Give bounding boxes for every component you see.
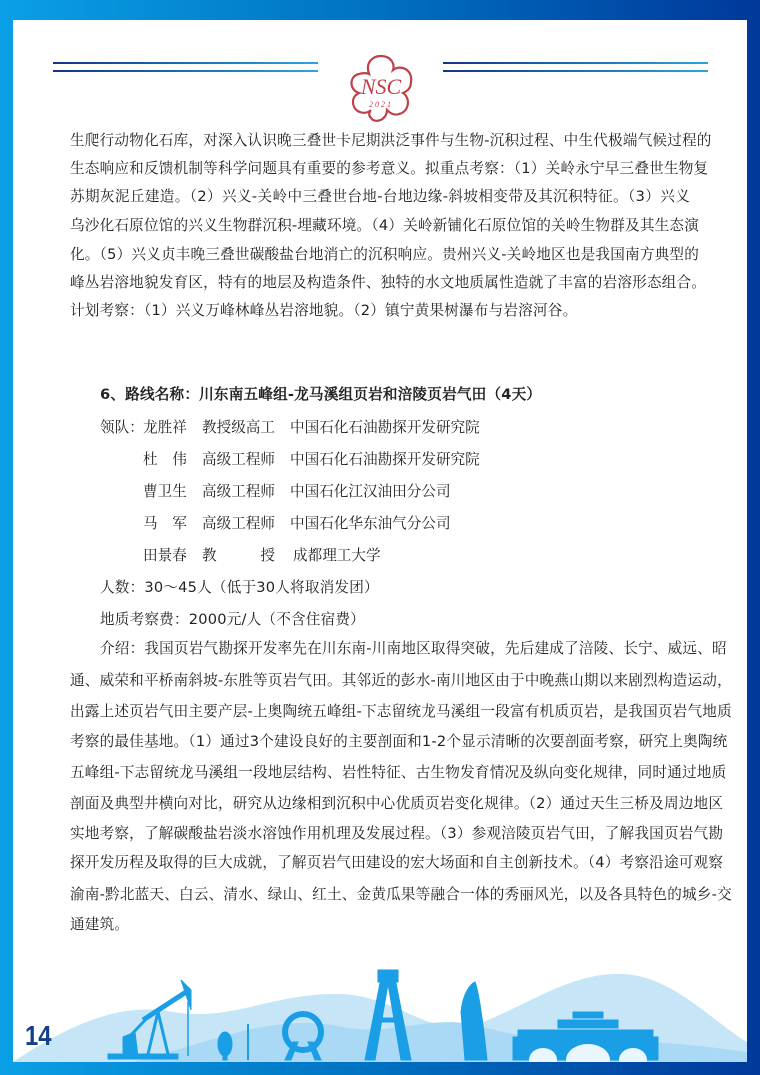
logo-year: 2021 — [369, 100, 393, 109]
text-line: 生态响应和反馈机制等科学问题具有重要的参考意义。拟重点考察：（1）关岭永宁早三叠世生物复 — [70, 160, 709, 177]
logo-text: NSC — [360, 74, 402, 99]
leader-org: 中国石化石油勘探开发研究院 — [290, 419, 480, 436]
text-line: 通、威荣和平桥南斜坡-东胜等页岩气田。其邻近的彭水-南川地区由于中晚燕山期以来剧烈构造运动， — [70, 672, 732, 689]
text-line: 渝南-黔北蓝天、白云、清水、绿山、红土、金黄瓜果等融合一体的秀丽风光，以及各具特色的城乡-交 — [70, 886, 732, 903]
skyline-illustration — [13, 932, 747, 1062]
text-line: 峰丛岩溶地貌发育区，特有的地层及构造条件、独特的水文地质属性造就了丰富的岩溶形态组合。 — [70, 274, 707, 291]
text-line: 生爬行动物化石库，对深入认识晚三叠世卡尼期洪泛事件与生物-沉积过程、中生代极端气候过程的 — [70, 132, 712, 149]
page-number: 14 — [25, 1020, 52, 1051]
leader-name: 马 军 — [143, 515, 187, 532]
leaders-label: 领队： — [100, 419, 144, 436]
nsc-logo — [345, 52, 417, 126]
leader-title: 教 授 — [202, 547, 275, 564]
text-line: 通建筑。 — [70, 916, 130, 933]
leader-org: 中国石化江汉油田分公司 — [290, 483, 451, 500]
leader-title: 高级工程师 — [202, 515, 275, 532]
header-rule-right — [443, 62, 708, 72]
page — [13, 20, 747, 1062]
leader-org: 成都理工大学 — [293, 547, 381, 564]
route-heading: 6、路线名称：川东南五峰组-龙马溪组页岩和涪陵页岩气田（4天） — [100, 386, 542, 403]
text-line: 乌沙化石原位馆的兴义生物群沉积-埋藏环境。（4）关岭新铺化石原位馆的关岭生物群及其生态演 — [70, 217, 699, 234]
text-line: 剖面及典型井横向对比，研究从边缘相到沉积中心优质页岩变化规律。（2）通过天生三桥及周边地区 — [70, 795, 724, 812]
text-line: 化。（5）兴义贞丰晚三叠世碳酸盐台地消亡的沉积响应。贵州兴义-关岭地区也是我国南方典型的 — [70, 246, 699, 263]
leader-name: 杜 伟 — [143, 451, 187, 468]
text-line: 五峰组-下志留统龙马溪组一段地层结构、岩性特征、古生物发育情况及纵向变化规律，同时通过地质 — [70, 764, 727, 781]
text-line: 出露上述页岩气田主要产层-上奥陶统五峰组-下志留统龙马溪组一段富有机质页岩，是我国页岩气地质 — [70, 703, 732, 720]
leader-title: 高级工程师 — [202, 451, 275, 468]
headcount: 人数：30～45人（低于30人将取消发团） — [100, 579, 379, 596]
text-line: 介绍：我国页岩气勘探开发率先在川东南-川南地区取得突破，先后建成了涪陵、长宁、威远、昭 — [100, 640, 727, 657]
leader-name: 曹卫生 — [143, 483, 187, 500]
header-rule-left — [53, 62, 318, 72]
text-line: 探开发历程及取得的巨大成就，了解页岩气田建设的宏大场面和自主创新技术。（4）考察沿途可观察 — [70, 854, 724, 871]
leader-org: 中国石化石油勘探开发研究院 — [290, 451, 480, 468]
fee: 地质考察费：2000元/人（不含住宿费） — [100, 611, 365, 628]
leader-name: 田景春 — [143, 547, 187, 564]
leader-title: 高级工程师 — [202, 483, 275, 500]
text-line: 考察的最佳基地。（1）通过3个建设良好的主要剖面和1-2个显示清晰的次要剖面考察，研究上奥陶统 — [70, 733, 728, 750]
text-line: 计划考察：（1）兴义万峰林峰丛岩溶地貌。（2）镇宁黄果树瀑布与岩溶河谷。 — [70, 302, 578, 319]
text-line: 苏期灰泥丘建造。（2）兴义-关岭中三叠世台地-台地边缘-斜坡相变带及其沉积特征。（3）兴义 — [70, 188, 690, 205]
leader-org: 中国石化华东油气分公司 — [290, 515, 451, 532]
text-line: 实地考察，了解碳酸盐岩淡水溶蚀作用机理及发展过程。（3）参观涪陵页岩气田，了解我国页岩气勘 — [70, 825, 724, 842]
leader-name: 龙胜祥 — [143, 419, 187, 436]
leader-title: 教授级高工 — [202, 419, 275, 436]
